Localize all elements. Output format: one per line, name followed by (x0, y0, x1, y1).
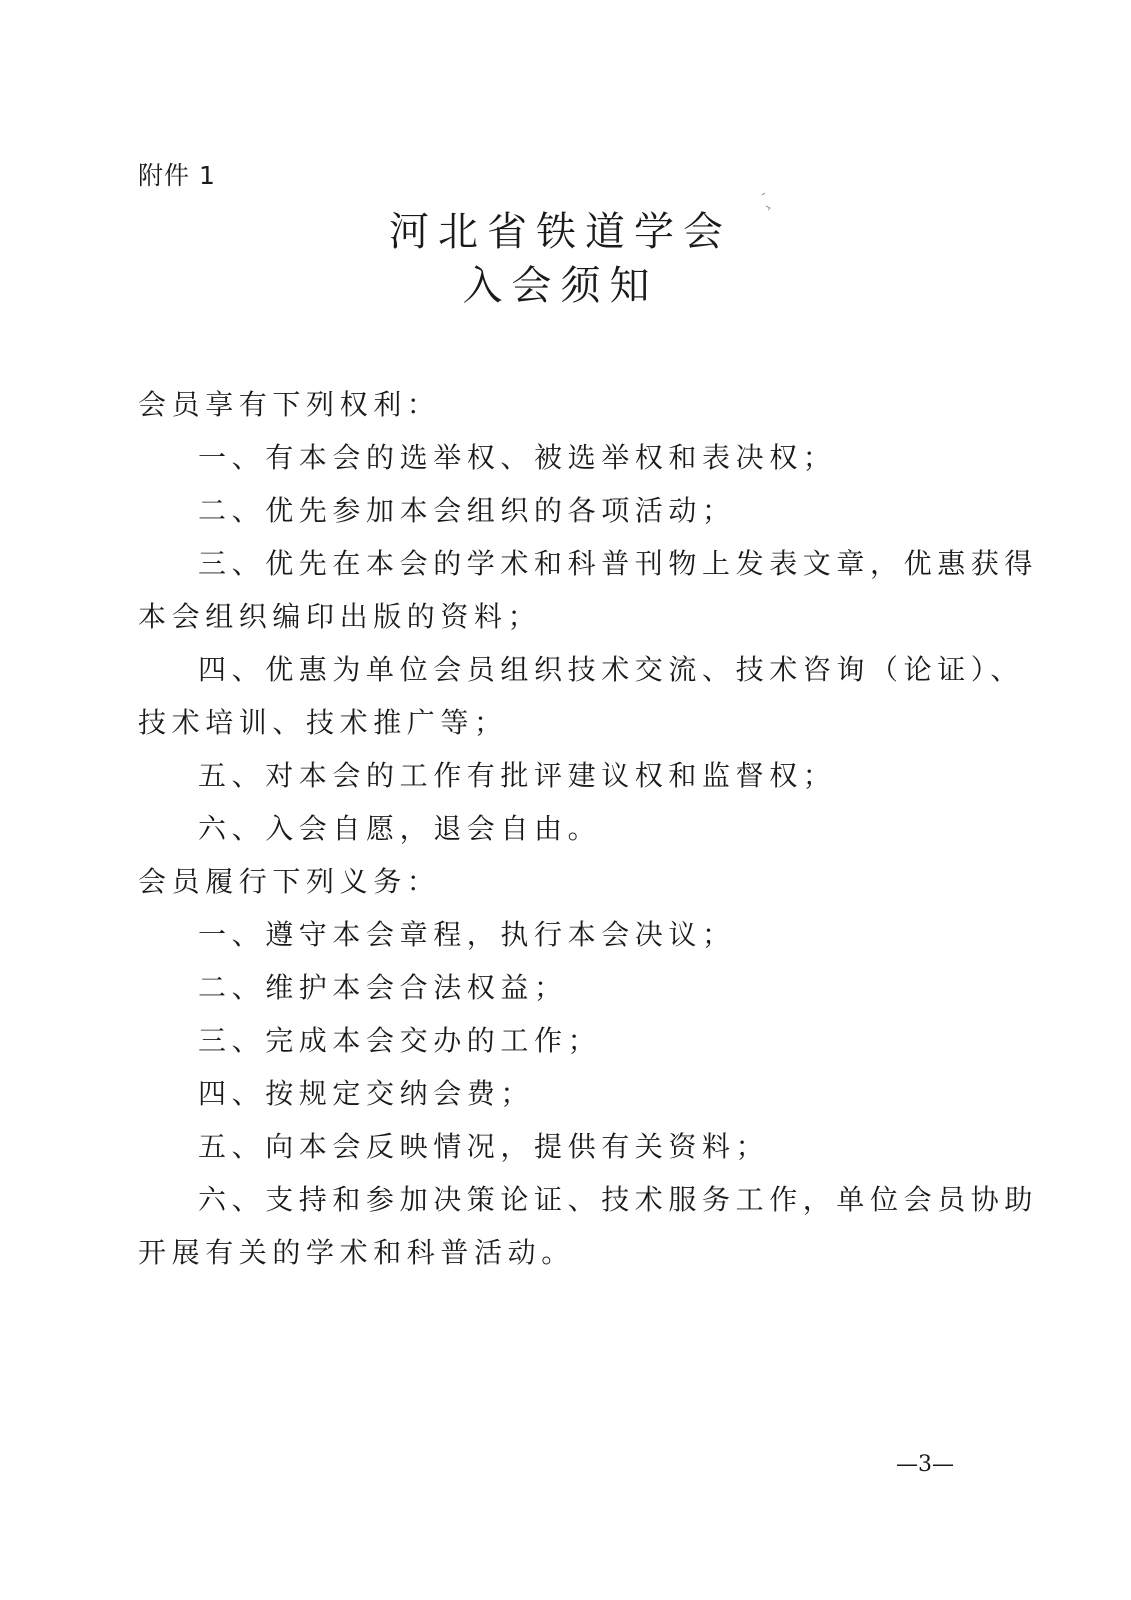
duties-heading: 会员履行下列义务： (138, 865, 441, 898)
rights-item: 三、优先在本会的学术和科普刊物上发表文章，优惠获得 (198, 547, 1039, 580)
rights-heading: 会员享有下列权利： (138, 388, 441, 421)
duties-item: 六、支持和参加决策论证、技术服务工作，单位会员协助 (198, 1183, 1039, 1216)
duties-item: 五、向本会反映情况，提供有关资料； (198, 1130, 770, 1163)
page-number: —3— (896, 1452, 954, 1477)
rights-item: 二、优先参加本会组织的各项活动； (198, 494, 736, 527)
rights-item: 五、对本会的工作有批评建议权和监督权； (198, 759, 837, 792)
attachment-label: 附件 1 (138, 161, 216, 190)
rights-item: 四、优惠为单位会员组织技术交流、技术咨询（论证）、 (198, 653, 1025, 686)
document-subtitle: 入会须知 (462, 263, 659, 309)
rights-item-continuation: 技术培训、技术推广等； (138, 706, 508, 739)
rights-item: 一、有本会的选举权、被选举权和表决权； (198, 441, 837, 474)
duties-item: 四、按规定交纳会费； (198, 1077, 535, 1110)
duties-item: 二、维护本会合法权益； (198, 971, 568, 1004)
duties-item: 一、遵守本会章程，执行本会决议； (198, 918, 736, 951)
rights-item: 六、入会自愿，退会自由。 (198, 812, 602, 845)
duties-item: 三、完成本会交办的工作； (198, 1024, 602, 1057)
document-title: 河北省铁道学会 (389, 209, 732, 255)
duties-item-continuation: 开展有关的学术和科普活动。 (138, 1236, 575, 1269)
rights-item-continuation: 本会组织编印出版的资料； (138, 600, 542, 633)
